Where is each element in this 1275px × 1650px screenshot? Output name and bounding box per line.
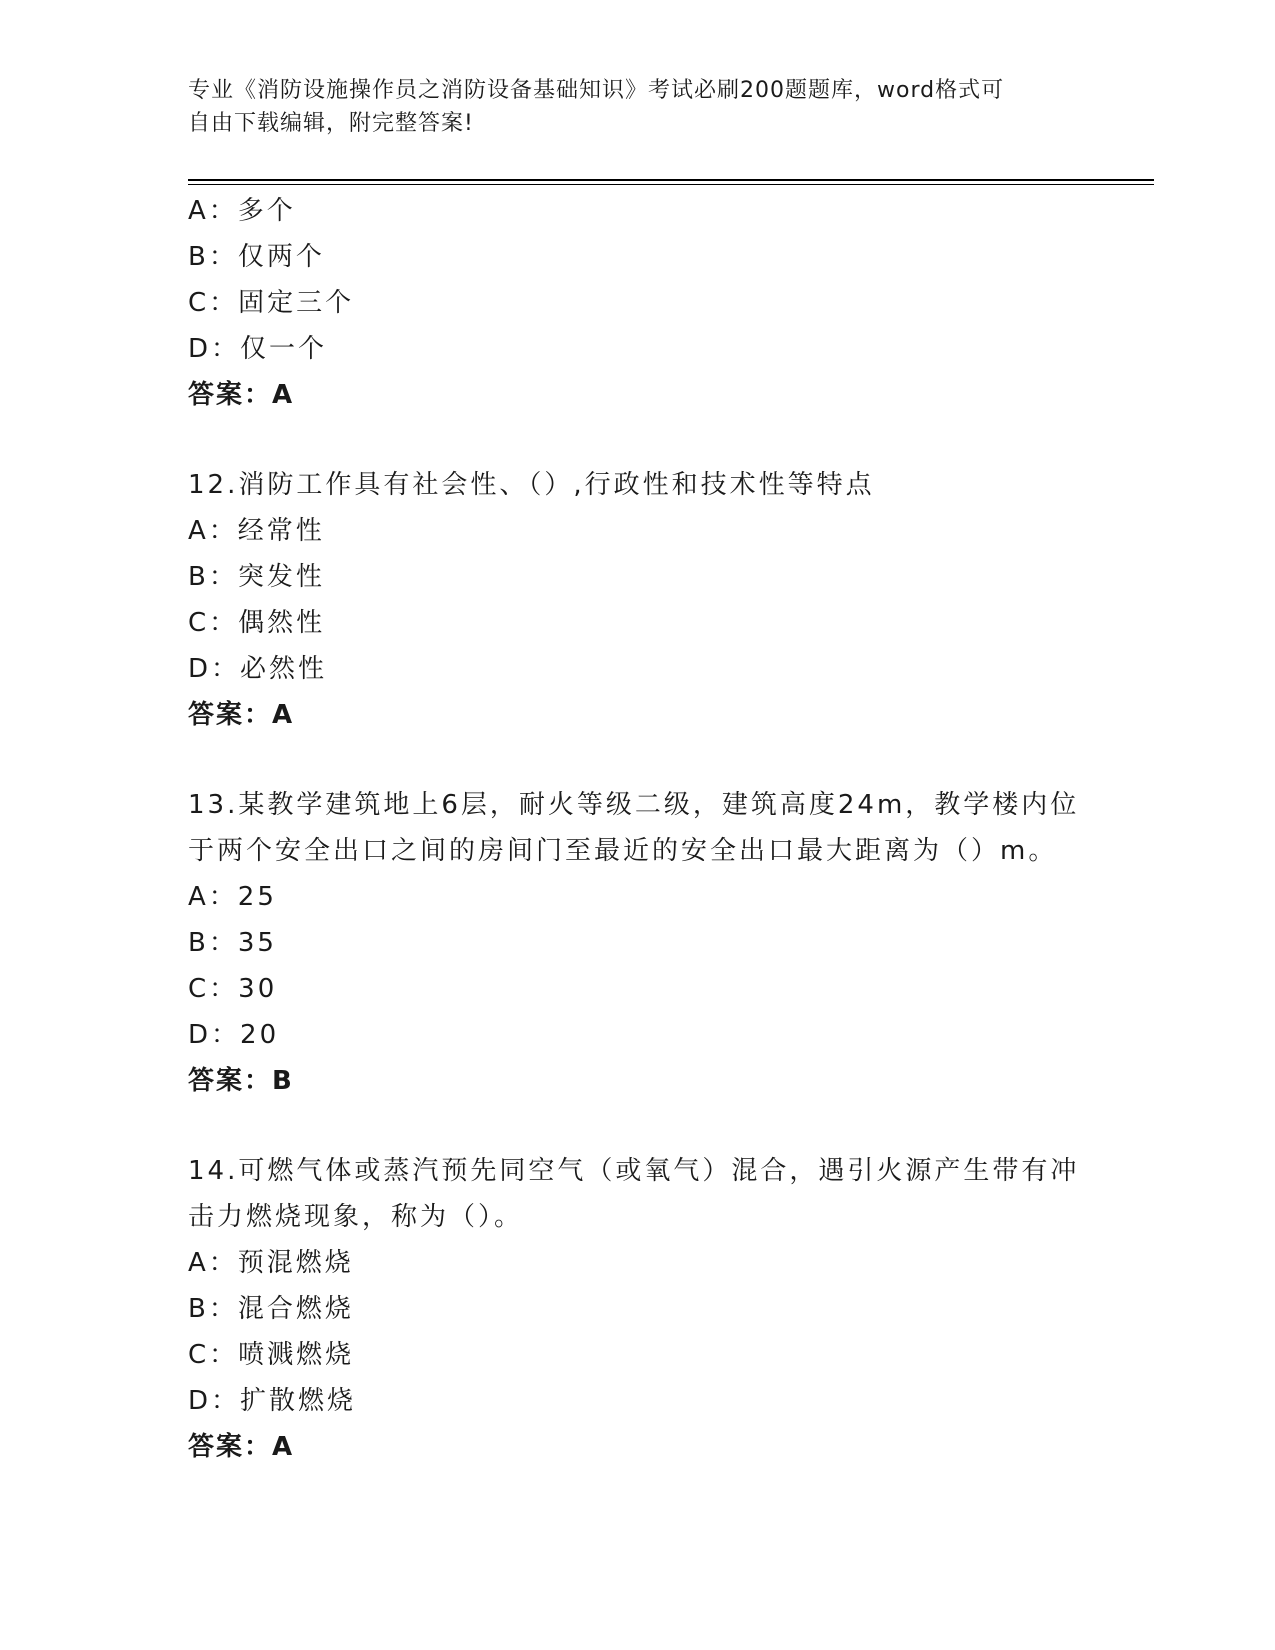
option-a: A：多个	[188, 196, 296, 226]
answer-line: 答案：A	[188, 380, 295, 410]
option-d: D：扩散燃烧	[188, 1386, 357, 1416]
answer-line: 答案：B	[188, 1066, 294, 1096]
option-a: A：预混燃烧	[188, 1248, 354, 1278]
spacer	[188, 418, 1088, 462]
option-c: C：固定三个	[188, 288, 355, 318]
option-a: A：经常性	[188, 516, 325, 546]
option-d: D：仅一个	[188, 334, 328, 364]
option-d: D：必然性	[188, 654, 328, 684]
option-d: D：20	[188, 1020, 280, 1050]
option-a: A：25	[188, 882, 277, 912]
question-list	[188, 188, 1088, 1470]
answer-line: 答案：A	[188, 700, 295, 730]
question-12-block	[188, 462, 1088, 738]
option-c: C：偶然性	[188, 608, 326, 638]
spacer	[188, 1104, 1088, 1148]
question-text-line-2: 击力燃烧现象，称为（）。	[188, 1202, 524, 1232]
question-text-line-2: 于两个安全出口之间的房间门至最近的安全出口最大距离为（）m。	[188, 836, 1058, 866]
header-line-1: 专业《消防设施操作员之消防设备基础知识》考试必刷200题题库，word格式可	[188, 78, 1005, 103]
header-rule-thick	[188, 179, 1154, 181]
option-b: B：混合燃烧	[188, 1294, 354, 1324]
question-text-line-1: 13.某教学建筑地上6层，耐火等级二级，建筑高度24m，教学楼内位	[188, 790, 1080, 820]
question-13-block	[188, 782, 1088, 1104]
option-b: B：突发性	[188, 562, 325, 592]
option-c: C：喷溅燃烧	[188, 1340, 355, 1370]
question-11-block	[188, 188, 1088, 418]
question-text: 12.消防工作具有社会性、（）,行政性和技术性等特点	[188, 470, 875, 500]
document-header	[188, 74, 1088, 140]
header-line-2: 自由下载编辑，附完整答案!	[188, 111, 474, 136]
header-rule-thin	[188, 184, 1154, 185]
spacer	[188, 738, 1088, 782]
answer-line: 答案：A	[188, 1432, 295, 1462]
option-b: B：仅两个	[188, 242, 325, 272]
question-text-line-1: 14.可燃气体或蒸汽预先同空气（或氧气）混合，遇引火源产生带有冲	[188, 1156, 1080, 1186]
option-c: C：30	[188, 974, 278, 1004]
option-b: B：35	[188, 928, 277, 958]
question-14-block	[188, 1148, 1088, 1470]
